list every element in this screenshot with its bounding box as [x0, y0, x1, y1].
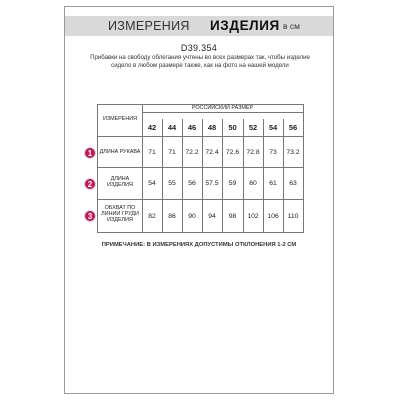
badge-2: 2	[84, 178, 96, 190]
table-cell: 90	[188, 213, 196, 220]
footer-note: ПРИМЕЧАНИЕ: В ИЗМЕРЕНИЯХ ДОПУСТИМЫ ОТКЛОНЕНИЯ 1-2 СМ	[101, 242, 297, 248]
size-52: 52	[248, 123, 258, 132]
product-code: D39.354	[180, 43, 218, 53]
table-cell: 94	[208, 213, 216, 220]
table-cell: 63	[289, 180, 297, 187]
row-label-item-length: ДЛИНА ИЗДЕЛИЯ	[107, 176, 133, 189]
table-cell: 102	[247, 213, 259, 220]
table-cell: 98	[228, 213, 237, 220]
table-cell: 71	[148, 149, 156, 156]
size-54: 54	[268, 123, 278, 132]
header-unit: в см	[283, 21, 300, 31]
size-50: 50	[228, 123, 237, 132]
table-cell: 59	[228, 180, 237, 187]
size-header: РОССИЙСКИЙ РАЗМЕР	[191, 105, 254, 111]
row-label-sleeve-length: ДЛИНА РУКАВА	[99, 149, 141, 155]
table-cell: 72.2	[185, 149, 199, 156]
table-cell: 72.4	[205, 149, 219, 156]
size-46: 46	[187, 123, 197, 132]
size-table	[97, 104, 304, 233]
table-cell: 57.5	[205, 180, 219, 187]
table-cell: 55	[168, 180, 176, 187]
table-cell: 56	[188, 180, 196, 187]
table-cell: 73	[269, 149, 277, 156]
size-56: 56	[288, 123, 298, 132]
table-cell: 82	[148, 213, 156, 220]
fit-note: Прибавки на свободу облегания учтены во всех размерах так, чтобы изделие сидело в любом размере также, как на фото на нашей модели	[90, 54, 310, 70]
table-cell: 73.2	[286, 149, 300, 156]
table-cell: 72.6	[225, 149, 240, 156]
measure-header: ИЗМЕРЕНИЯ	[102, 116, 138, 122]
size-44: 44	[167, 123, 177, 132]
table-cell: 71	[168, 149, 176, 156]
header-measurements-label: ИЗМЕРЕНИЯ	[108, 19, 190, 33]
header-title: ИЗДЕЛИЯ	[210, 18, 280, 33]
badge-3: 3	[84, 210, 96, 222]
table-cell: 106	[267, 213, 279, 220]
size-48: 48	[207, 123, 217, 132]
table-cell: 61	[269, 180, 277, 187]
table-cell: 54	[148, 180, 156, 187]
table-cell: 60	[249, 180, 257, 187]
table-cell: 72.8	[246, 149, 260, 156]
badge-1: 1	[84, 147, 96, 159]
measurement-sheet	[64, 6, 334, 394]
size-42: 42	[147, 123, 157, 132]
table-cell: 110	[287, 213, 299, 220]
table-cell: 86	[168, 213, 176, 220]
header-band	[65, 16, 333, 36]
row-label-chest-girth: ОБХВАТ ПО ЛИНИИ ГРУДИ ИЗДЕЛИЯ	[101, 205, 139, 224]
